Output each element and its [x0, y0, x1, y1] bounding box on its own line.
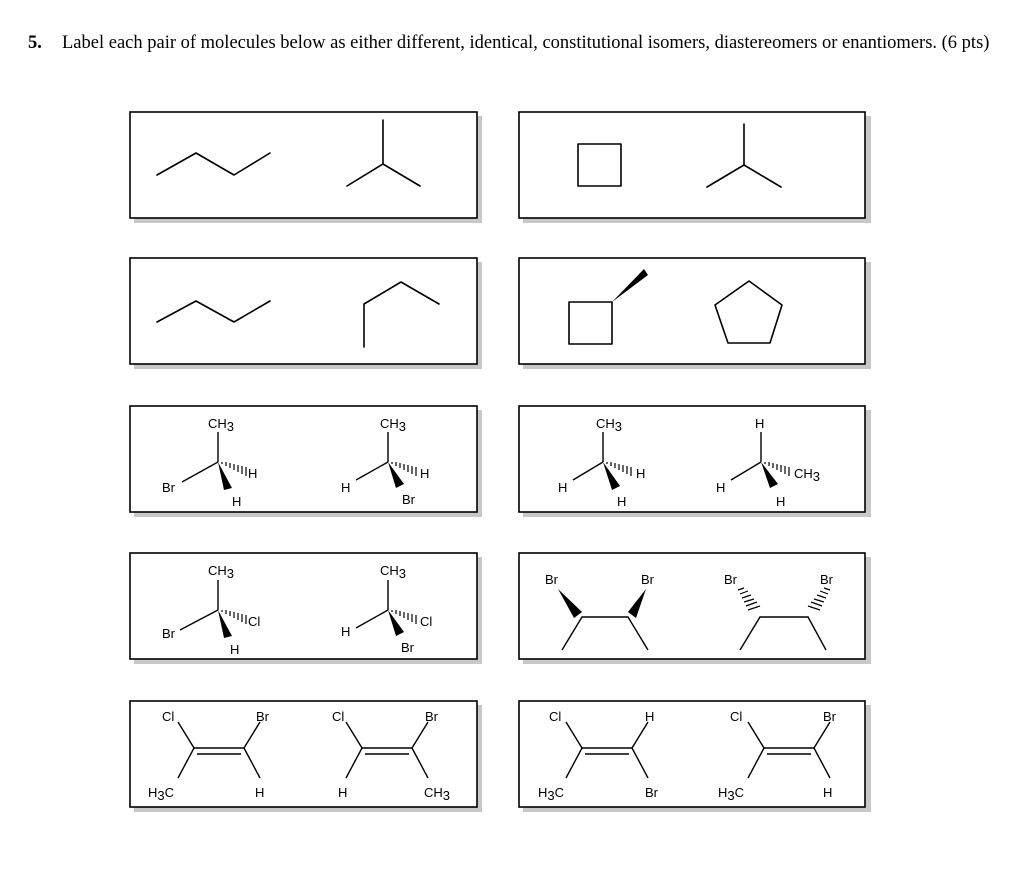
svg-text:CH3: CH3	[424, 785, 451, 803]
svg-text:CH3: CH3	[208, 563, 235, 581]
svg-text:H: H	[338, 785, 348, 800]
svg-text:H: H	[823, 785, 833, 800]
svg-text:H: H	[776, 494, 786, 509]
svg-text:Br: Br	[820, 572, 833, 587]
box-2b	[519, 258, 865, 364]
svg-text:CH3: CH3	[596, 416, 623, 434]
question-text: Label each pair of molecules below as either different, identical, constitutional isomers, diastereomers or enantiomers. (6 pts)	[62, 33, 990, 53]
svg-text:Cl: Cl	[549, 709, 562, 724]
svg-text:H: H	[232, 494, 242, 509]
svg-text:H: H	[755, 416, 765, 431]
question-number: 5.	[28, 33, 42, 53]
svg-text:Br: Br	[645, 785, 658, 800]
svg-text:Br: Br	[724, 572, 737, 587]
svg-text:H: H	[645, 709, 655, 724]
svg-text:Br: Br	[162, 626, 175, 641]
svg-text:Br: Br	[641, 572, 654, 587]
svg-text:H: H	[248, 466, 258, 481]
box-1a	[130, 112, 477, 218]
svg-text:H3C: H3C	[718, 785, 745, 803]
svg-text:CH3: CH3	[380, 416, 407, 434]
box-5b	[519, 701, 865, 807]
box-3b	[519, 406, 865, 512]
svg-text:Br: Br	[401, 640, 414, 655]
svg-text:H: H	[341, 480, 351, 495]
svg-text:Br: Br	[545, 572, 558, 587]
svg-text:Br: Br	[823, 709, 836, 724]
svg-text:Br: Br	[162, 480, 175, 495]
boxes	[130, 112, 865, 807]
svg-text:H: H	[341, 624, 351, 639]
svg-text:H: H	[636, 466, 646, 481]
svg-text:H: H	[255, 785, 265, 800]
box-1b	[519, 112, 865, 218]
svg-text:H: H	[230, 642, 240, 657]
svg-text:Cl: Cl	[248, 614, 261, 629]
svg-text:H: H	[716, 480, 726, 495]
svg-text:Cl: Cl	[730, 709, 743, 724]
svg-text:CH3: CH3	[380, 563, 407, 581]
svg-text:Cl: Cl	[162, 709, 175, 724]
svg-text:Br: Br	[256, 709, 269, 724]
box-4a	[130, 553, 477, 659]
svg-text:Cl: Cl	[332, 709, 345, 724]
box-3a	[130, 406, 477, 512]
svg-text:Br: Br	[402, 492, 415, 507]
svg-text:H: H	[558, 480, 568, 495]
svg-text:CH3: CH3	[794, 466, 821, 484]
svg-text:H: H	[617, 494, 627, 509]
svg-text:Cl: Cl	[420, 614, 433, 629]
label: CH3	[208, 416, 235, 434]
svg-text:Br: Br	[425, 709, 438, 724]
svg-text:H3C: H3C	[538, 785, 565, 803]
box-2a	[130, 258, 477, 364]
svg-text:H3C: H3C	[148, 785, 175, 803]
svg-text:H: H	[420, 466, 430, 481]
